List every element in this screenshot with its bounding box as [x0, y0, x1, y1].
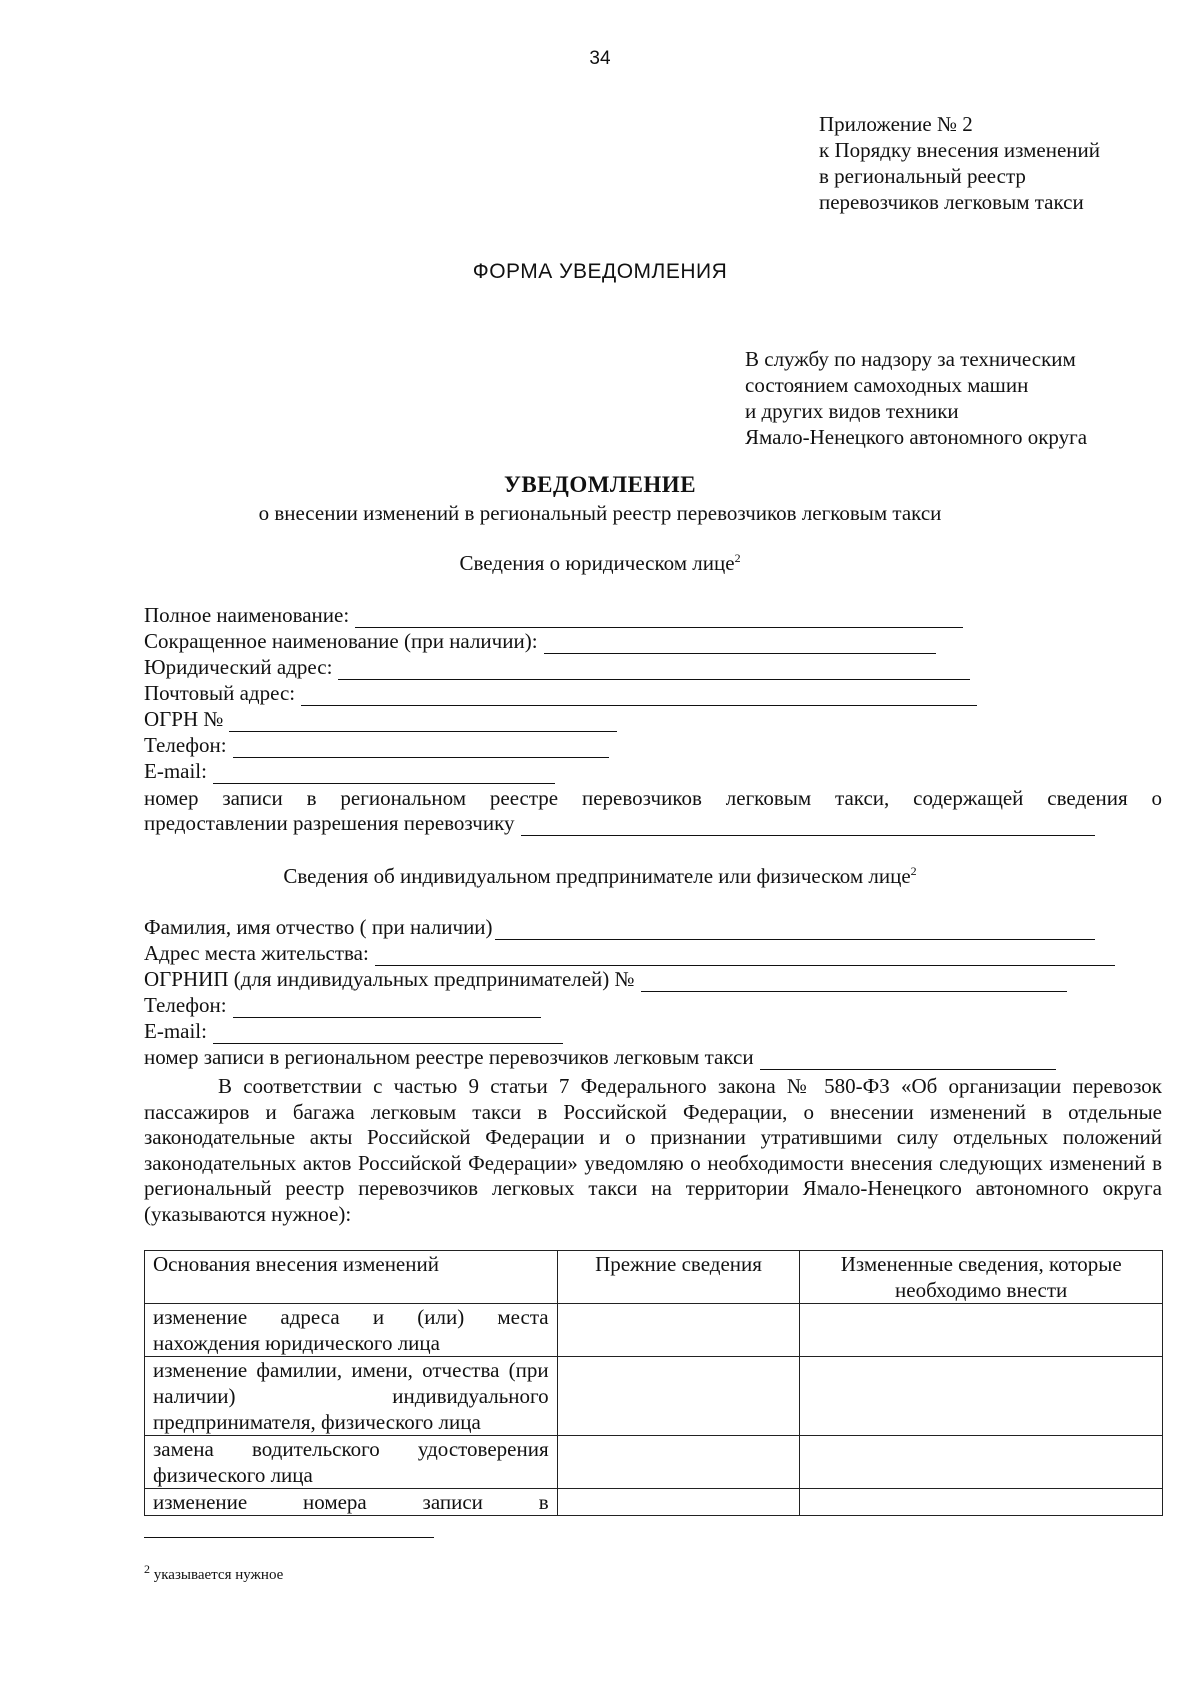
individual-heading: [0, 864, 1200, 889]
table-cell-input[interactable]: [800, 1489, 1163, 1516]
table-cell-input[interactable]: [557, 1489, 800, 1516]
legal-address-label: Юридический адрес:: [144, 655, 333, 679]
phone-field[interactable]: [144, 732, 609, 758]
short-name-field[interactable]: [144, 628, 936, 654]
addressee-line: В службу по надзору за техническим: [745, 347, 1076, 371]
statement-paragraph: В соответствии с частью 9 статьи 7 Федерального закона № 580-ФЗ «Об организации перевозок пассажиров и багажа легковым такси в Российской Федерации, о внесении изменений в отдельные законодательные акты Российской Федерации и о признании утратившими силу отдельных положений законодательных актов Российской Федерации» уведомляю о необходимости внесения следующих изменений в региональный реестр перевозчиков легковых такси на территории Ямало-Ненецкого автономного округа (указываются нужное):: [144, 1074, 1162, 1226]
addressee-line: Ямало-Ненецкого автономного округа: [745, 425, 1088, 449]
ip-record-blank[interactable]: [760, 1049, 1056, 1070]
ogrnip-blank[interactable]: [641, 971, 1067, 992]
legal-entity-heading-text: Сведения о юридическом лице: [459, 551, 735, 575]
table-cell-input[interactable]: [557, 1436, 800, 1489]
table-header-row: [145, 1251, 1163, 1304]
document-subtitle: о внесении изменений в региональный реестр перевозчиков легковым такси: [258, 501, 942, 525]
footnote-mark: 2: [144, 1562, 150, 1576]
table-cell-input[interactable]: [800, 1436, 1163, 1489]
ogrn-blank[interactable]: [229, 711, 617, 732]
ogrn-label: ОГРН №: [144, 707, 224, 731]
annex-line: в региональный реестр: [819, 164, 1026, 188]
table-row: [145, 1436, 1163, 1489]
ip-email-label: E-mail:: [144, 1019, 207, 1043]
annex-line: перевозчиков легковым такси: [819, 190, 1084, 214]
table-cell-input[interactable]: [800, 1304, 1163, 1357]
addressee-line: состоянием самоходных машин: [745, 373, 1029, 397]
table-cell-input[interactable]: [800, 1357, 1163, 1436]
table-header-cell: Основания внесения изменений: [145, 1251, 558, 1304]
table-cell: изменение фамилии, имени, отчества (при наличии) индивидуального предпринимателя, физического лица: [145, 1357, 558, 1436]
ip-email-field[interactable]: [144, 1018, 563, 1044]
ip-record-label: номер записи в региональном реестре перевозчиков легковым такси: [144, 1045, 754, 1069]
form-title: ФОРМА УВЕДОМЛЕНИЯ: [472, 260, 728, 283]
addressee-line: и других видов техники: [745, 399, 959, 423]
table-cell-input[interactable]: [557, 1304, 800, 1357]
email-label: E-mail:: [144, 759, 207, 783]
ip-phone-blank[interactable]: [233, 997, 541, 1018]
document-title: УВЕДОМЛЕНИЕ: [503, 472, 697, 497]
footnote-ref: 2: [734, 551, 741, 565]
table-header-cell: Измененные сведения, которые необходимо внести: [800, 1251, 1163, 1304]
residence-blank[interactable]: [375, 945, 1115, 966]
table-row: [145, 1357, 1163, 1436]
phone-label: Телефон:: [144, 733, 227, 757]
fio-field[interactable]: [144, 914, 1095, 940]
email-blank[interactable]: [213, 763, 555, 784]
footnote-ref: 2: [910, 864, 917, 878]
ip-record-field[interactable]: [144, 1044, 1056, 1070]
ip-email-blank[interactable]: [213, 1023, 563, 1044]
postal-address-blank[interactable]: [301, 685, 977, 706]
email-field[interactable]: [144, 758, 555, 784]
ip-phone-label: Телефон:: [144, 993, 227, 1017]
table-cell: изменение адреса и (или) места нахождения юридического лица: [145, 1304, 558, 1357]
ip-phone-field[interactable]: [144, 992, 541, 1018]
residence-field[interactable]: [144, 940, 1115, 966]
footnote-text: указывается нужное: [153, 1567, 284, 1583]
fio-blank[interactable]: [495, 919, 1095, 940]
footnote-separator: [144, 1537, 434, 1538]
residence-label: Адрес места жительства:: [144, 941, 369, 965]
postal-address-field[interactable]: [144, 680, 977, 706]
table-cell-input[interactable]: [557, 1357, 800, 1436]
annex-line: к Порядку внесения изменений: [819, 138, 1101, 162]
page-number: 34: [589, 48, 611, 69]
table-cell: замена водительского удостоверения физического лица: [145, 1436, 558, 1489]
annex-reference: [819, 111, 1100, 215]
ogrnip-field[interactable]: [144, 966, 1067, 992]
legal-address-field[interactable]: [144, 654, 970, 680]
table-header-cell: Прежние сведения: [557, 1251, 800, 1304]
table-cell: изменение номера записи в: [145, 1489, 558, 1516]
individual-heading-text: Сведения об индивидуальном предпринимателе или физическом лице: [283, 864, 911, 888]
annex-line: Приложение № 2: [819, 112, 973, 136]
record-number-label: предоставлении разрешения перевозчику: [144, 811, 515, 835]
short-name-label: Сокращенное наименование (при наличии):: [144, 629, 538, 653]
legal-entity-heading: [0, 551, 1200, 576]
table-row: [145, 1489, 1163, 1516]
legal-address-blank[interactable]: [338, 659, 970, 680]
changes-table: [144, 1250, 1163, 1516]
record-number-blank[interactable]: [521, 815, 1095, 836]
full-name-blank[interactable]: [355, 607, 963, 628]
phone-blank[interactable]: [233, 737, 609, 758]
full-name-field[interactable]: [144, 602, 963, 628]
record-number-text-line1: номер записи в региональном реестре перевозчиков легковым такси, содержащей сведения о: [144, 786, 1162, 810]
footnote: [144, 1562, 284, 1584]
postal-address-label: Почтовый адрес:: [144, 681, 296, 705]
table-row: [145, 1304, 1163, 1357]
full-name-label: Полное наименование:: [144, 603, 350, 627]
record-number-field[interactable]: [144, 810, 1095, 836]
short-name-blank[interactable]: [544, 633, 936, 654]
ogrnip-label: ОГРНИП (для индивидуальных предпринимателей) №: [144, 967, 635, 991]
fio-label: Фамилия, имя отчество ( при наличии): [144, 915, 493, 939]
addressee-block: [745, 346, 1087, 450]
ogrn-field[interactable]: [144, 706, 617, 732]
